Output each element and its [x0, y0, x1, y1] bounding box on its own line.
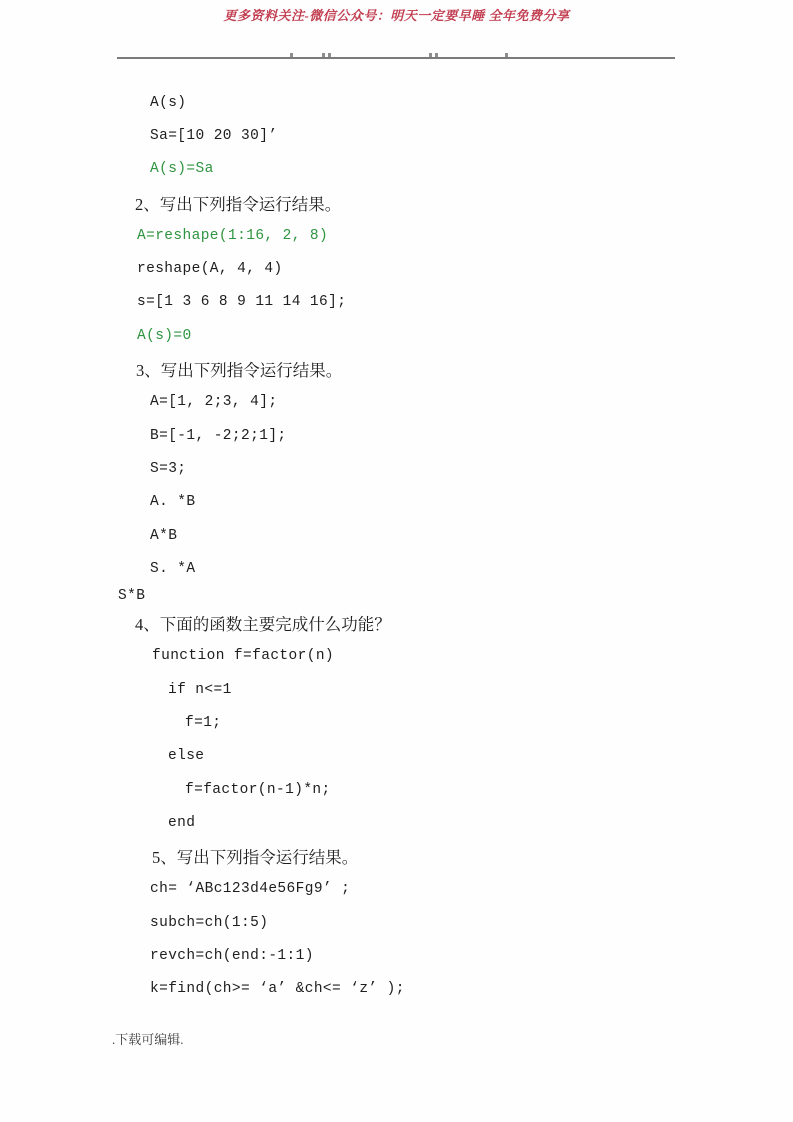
- code-text: A=[1, 2;3, 4];: [150, 394, 278, 411]
- code-line: [0, 119, 793, 152]
- code-text: f=1;: [185, 714, 222, 731]
- code-line: [0, 939, 793, 972]
- code-text: if n<=1: [168, 681, 232, 698]
- header-promo-text: 更多资料关注-微信公众号：明天一定要早睡 全年免费分享: [223, 8, 570, 23]
- code-text: f=factor(n-1)*n;: [185, 781, 331, 798]
- code-line: [0, 773, 793, 806]
- code-line: [0, 873, 793, 906]
- document-body: [0, 86, 793, 1006]
- code-line: [0, 973, 793, 1006]
- code-line: [0, 252, 793, 285]
- code-text: A(s): [150, 94, 187, 111]
- code-line: [0, 519, 793, 552]
- code-text: B=[-1, -2;2;1];: [150, 427, 287, 444]
- question-text: 2、写出下列指令运行结果。: [135, 194, 342, 214]
- code-line: [0, 452, 793, 485]
- code-line: [0, 386, 793, 419]
- code-text: revch=ch(end:-1:1): [150, 948, 314, 965]
- code-text: else: [168, 748, 205, 765]
- question-line: [0, 840, 793, 873]
- code-text: end: [168, 814, 196, 831]
- code-line: [0, 640, 793, 673]
- footer-note: .下载可编辑.: [112, 1032, 184, 1047]
- code-text: S. *A: [150, 560, 196, 577]
- code-text: S*B: [118, 587, 146, 604]
- code-text: A. *B: [150, 494, 196, 511]
- code-line: [0, 585, 793, 606]
- code-line: [0, 419, 793, 452]
- code-line: [0, 286, 793, 319]
- code-text: A(s)=Sa: [150, 161, 214, 178]
- code-line: [0, 319, 793, 352]
- code-line: [0, 86, 793, 119]
- rule-artifact-mark: [435, 53, 438, 57]
- code-text: subch=ch(1:5): [150, 914, 269, 931]
- code-line: [0, 706, 793, 739]
- question-text: 5、写出下列指令运行结果。: [152, 848, 359, 868]
- code-line: [0, 806, 793, 839]
- code-text: A=reshape(1:16, 2, 8): [137, 227, 329, 244]
- code-line: [0, 219, 793, 252]
- code-text: s=[1 3 6 8 9 11 14 16];: [137, 294, 347, 311]
- code-line: [0, 673, 793, 706]
- question-line: [0, 352, 793, 385]
- code-text: function f=factor(n): [152, 648, 335, 665]
- code-text: S=3;: [150, 460, 187, 477]
- rule-artifact-mark: [290, 53, 293, 57]
- code-line: [0, 153, 793, 186]
- code-line: [0, 486, 793, 519]
- rule-artifact-mark: [328, 53, 331, 57]
- code-line: [0, 740, 793, 773]
- header-rule: [117, 57, 675, 59]
- code-text: A*B: [150, 527, 178, 544]
- question-text: 3、写出下列指令运行结果。: [136, 361, 343, 381]
- code-line: [0, 552, 793, 585]
- question-line: [0, 606, 793, 639]
- code-text: reshape(A, 4, 4): [137, 261, 283, 278]
- code-text: ch= ‘ABc123d4e56Fg9’ ;: [150, 881, 351, 898]
- rule-artifact-mark: [429, 53, 432, 57]
- code-text: A(s)=0: [137, 327, 192, 344]
- code-text: k=find(ch>= ‘a’ &ch<= ‘z’ );: [150, 981, 405, 998]
- code-text: Sa=[10 20 30]’: [150, 127, 278, 144]
- rule-artifact-mark: [322, 53, 325, 57]
- question-text: 4、下面的函数主要完成什么功能？: [135, 615, 391, 635]
- question-line: [0, 186, 793, 219]
- code-line: [0, 906, 793, 939]
- rule-artifact-mark: [505, 53, 508, 57]
